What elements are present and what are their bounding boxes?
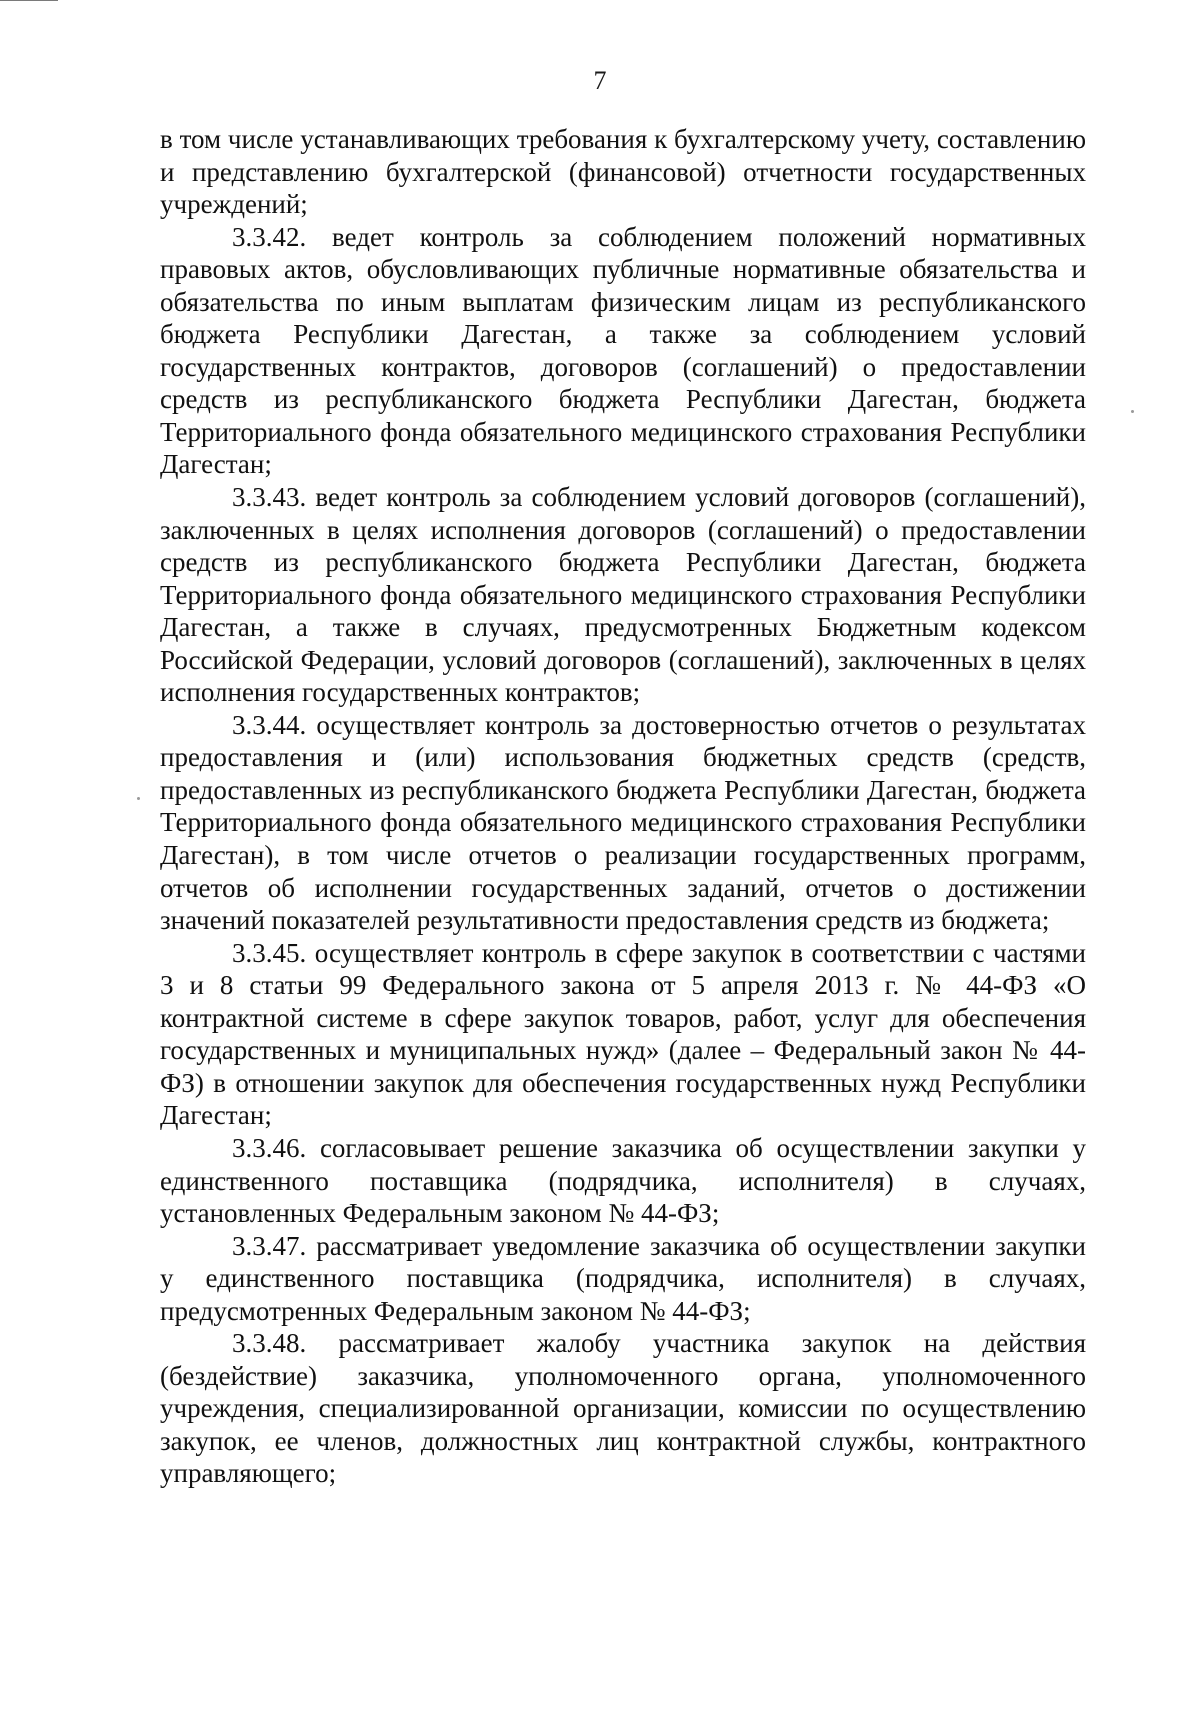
paragraph-3-3-43: 3.3.43. ведет контроль за соблюдением условий договоров (соглашений), заключенных в целях исполнения договоров (соглашений) о предоставлении средств из республиканского бюджета Республики Дагестан, бюджета Территориального фонда обязательного медицинского страхования Республики Дагестан, а также в случаях, предусмотренных Бюджетным кодексом Российской Федерации, условий договоров (соглашений), заключенных в целях исполнения государственных контрактов; <box>160 482 1086 708</box>
paragraph-continuation: в том числе устанавливающих требования к бухгалтерскому учету, составлению и представлению бухгалтерской (финансовой) отчетности государственных учреждений; <box>160 124 1086 220</box>
document-body <box>160 123 1086 1490</box>
paragraph-3-3-44: 3.3.44. осуществляет контроль за достоверностью отчетов о результатах предоставления и (или) использования бюджетных средств (средств, предоставленных из республиканского бюджета Республики Дагестан, бюджета Территориального фонда обязательного медицинского страхования Республики Дагестан), в том числе отчетов о реализации государственных программ, отчетов об исполнении государственных заданий, отчетов о достижении значений показателей результативности предоставления средств из бюджета; <box>160 709 1086 936</box>
paragraph-3-3-48: 3.3.48. рассматривает жалобу участника закупок на действия (бездействие) заказчика, уполномоченного органа, уполномоченного учреждения, специализированной организации, комиссии по осуществлению закупок, ее членов, должностных лиц контрактной службы, контрактного управляющего; <box>160 1328 1086 1489</box>
scan-speck <box>137 797 140 800</box>
scan-edge-line <box>0 0 58 1</box>
paragraph-3-3-47: 3.3.47. рассматривает уведомление заказчика об осуществлении закупки у единственного поставщика (подрядчика, исполнителя) в случаях, предусмотренных Федеральным законом № 44-ФЗ; <box>160 1230 1086 1326</box>
paragraph-3-3-46: 3.3.46. согласовывает решение заказчика об осуществлении закупки у единственного поставщика (подрядчика, исполнителя) в случаях, установленных Федеральным законом № 44-ФЗ; <box>160 1132 1086 1229</box>
paragraph-3-3-42: 3.3.42. ведет контроль за соблюдением положений нормативных правовых актов, обусловливающих публичные нормативные обязательства и обязательства по иным выплатам физическим лицам из республиканского бюджета Республики Дагестан, а также за соблюдением условий государственных контрактов, договоров (соглашений) о предоставлении средств из республиканского бюджета Республики Дагестан, бюджета Территориального фонда обязательного медицинского страхования Республики Дагестан; <box>160 221 1086 480</box>
scan-speck <box>1131 410 1134 413</box>
paragraph-3-3-45: 3.3.45. осуществляет контроль в сфере закупок в соответствии с частями 3 и 8 статьи 99 Федерального закона от 5 апреля 2013 г. № 44-ФЗ «О контрактной системе в сфере закупок товаров, работ, услуг для обеспечения государственных и муниципальных нужд» (далее – Федеральный закон № 44-ФЗ) в отношении закупок для обеспечения государственных нужд Республики Дагестан; <box>160 937 1086 1131</box>
page-number: 7 <box>593 66 607 95</box>
